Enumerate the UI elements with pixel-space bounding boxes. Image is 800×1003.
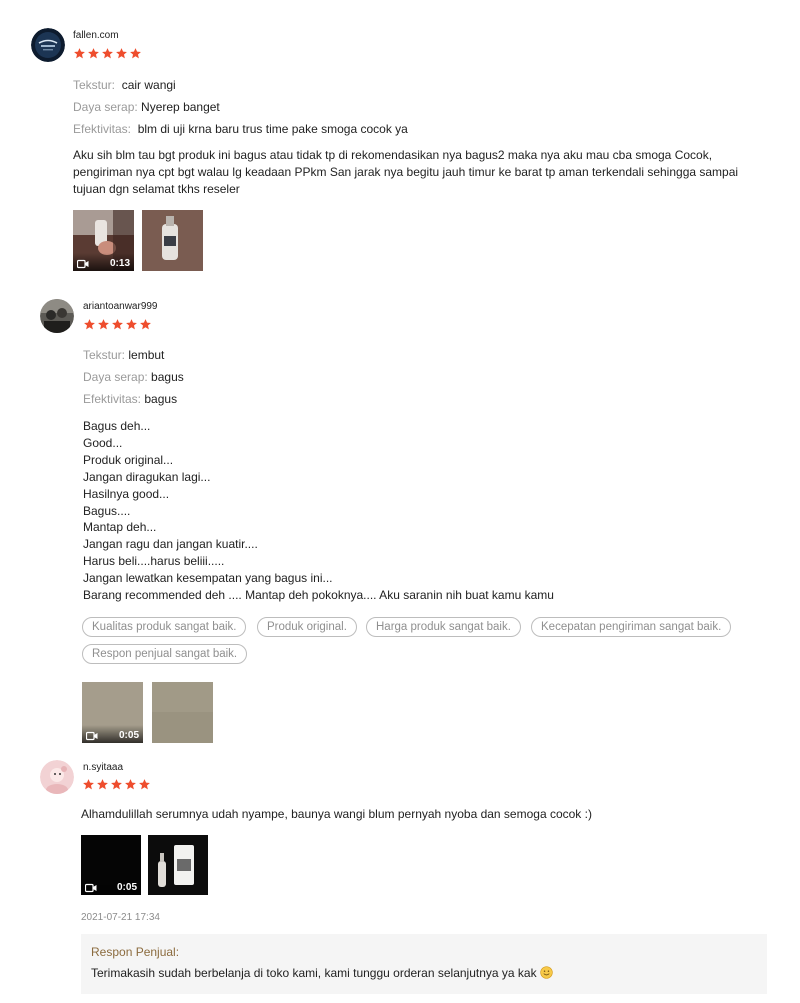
review-comment: Alhamdulillah serumnya udah nyampe, baunya wangi blum pernyah nyoba dan semoga cocok :) bbox=[81, 807, 592, 821]
user-avatar[interactable] bbox=[40, 760, 74, 794]
video-camera-icon bbox=[85, 883, 97, 893]
review-tag: Kecepatan pengiriman sangat baik. bbox=[531, 617, 731, 637]
star-icon bbox=[129, 47, 142, 60]
seller-reply-title: Respon Penjual: bbox=[91, 945, 180, 959]
review-photo-thumbnail[interactable] bbox=[152, 682, 213, 743]
review-tag: Respon penjual sangat baik. bbox=[82, 644, 247, 664]
video-camera-icon bbox=[86, 731, 98, 741]
video-camera-icon bbox=[77, 259, 89, 269]
username[interactable]: fallen.com bbox=[73, 30, 119, 41]
video-duration: 0:05 bbox=[116, 882, 137, 893]
smiling-face-emoji bbox=[540, 966, 553, 979]
star-icon bbox=[138, 778, 151, 791]
photo-image bbox=[148, 835, 208, 895]
avatar-image bbox=[40, 299, 74, 333]
star-icon bbox=[125, 318, 138, 331]
attribute-effectiveness: Efektivitas: bagus bbox=[83, 392, 178, 406]
photo-image bbox=[142, 210, 203, 271]
review-photo-thumbnail[interactable] bbox=[142, 210, 203, 271]
avatar-image bbox=[31, 28, 65, 62]
star-icon bbox=[101, 47, 114, 60]
star-icon bbox=[110, 778, 123, 791]
video-overlay bbox=[73, 253, 134, 271]
rating-stars bbox=[83, 318, 152, 331]
review-video-thumbnail[interactable] bbox=[73, 210, 134, 271]
review-item bbox=[0, 285, 800, 745]
star-icon bbox=[139, 318, 152, 331]
user-avatar[interactable] bbox=[40, 299, 74, 333]
username[interactable]: n.syitaaa bbox=[83, 762, 124, 773]
review-comment: Aku sih blm tau bgt produk ini bagus atau tidak tp di rekomendasikan nya bagus2 maka nya aku mau cba smoga Cocok, pengiriman nya cpt bgt walau lg keadaan PPkm San jarak nya begitu jauh timur ke barat tp aman terkendali sehingga sampai tujuan dgn selamat tkhs reseler bbox=[73, 148, 739, 196]
attribute-absorption: Daya serap: bagus bbox=[83, 370, 184, 384]
video-overlay bbox=[81, 877, 141, 895]
review-timestamp: 2021-07-21 17:34 bbox=[81, 912, 160, 923]
rating-stars bbox=[82, 778, 151, 791]
attribute-effectiveness: Efektivitas: blm di uji krna baru trus time pake smoga cocok ya bbox=[73, 122, 408, 136]
attribute-texture: Tekstur: lembut bbox=[83, 348, 165, 362]
star-icon bbox=[87, 47, 100, 60]
attribute-texture: Tekstur: cair wangi bbox=[73, 78, 176, 92]
review-item bbox=[0, 0, 800, 285]
star-icon bbox=[96, 778, 109, 791]
star-icon bbox=[111, 318, 124, 331]
rating-stars bbox=[73, 47, 142, 60]
review-tag: Harga produk sangat baik. bbox=[366, 617, 521, 637]
review-photo-thumbnail[interactable] bbox=[148, 835, 208, 895]
video-duration: 0:05 bbox=[118, 730, 139, 741]
username[interactable]: ariantoanwar999 bbox=[83, 301, 158, 312]
star-icon bbox=[97, 318, 110, 331]
star-icon bbox=[82, 778, 95, 791]
star-icon bbox=[83, 318, 96, 331]
review-tag: Produk original. bbox=[257, 617, 357, 637]
review-video-thumbnail[interactable] bbox=[82, 682, 143, 743]
star-icon bbox=[73, 47, 86, 60]
star-icon bbox=[115, 47, 128, 60]
star-icon bbox=[124, 778, 137, 791]
review-video-thumbnail[interactable] bbox=[81, 835, 141, 895]
attribute-absorption: Daya serap: Nyerep banget bbox=[73, 100, 220, 114]
avatar-image bbox=[40, 760, 74, 794]
review-comment: Bagus deh... Good... Produk original... Jangan diragukan lagi... Hasilnya good... Bagus.... Mantap deh... Jangan ragu dan jangan kuatir.... Harus beli....harus beliii..... Jangan lewatkan kesempatan yang bagus ini... Barang recommended deh .... Mantap deh pokoknya.... Aku saranin nih buat kamu kamu bbox=[83, 419, 554, 603]
video-duration: 0:13 bbox=[109, 258, 130, 269]
video-overlay bbox=[82, 725, 143, 743]
user-avatar[interactable] bbox=[31, 28, 65, 62]
review-tags bbox=[82, 617, 782, 665]
photo-image bbox=[152, 682, 213, 743]
seller-reply bbox=[81, 934, 767, 994]
review-tag: Kualitas produk sangat baik. bbox=[82, 617, 246, 637]
seller-reply-text: Terimakasih sudah berbelanja di toko kami, kami tunggu orderan selanjutnya ya kak bbox=[91, 966, 553, 980]
